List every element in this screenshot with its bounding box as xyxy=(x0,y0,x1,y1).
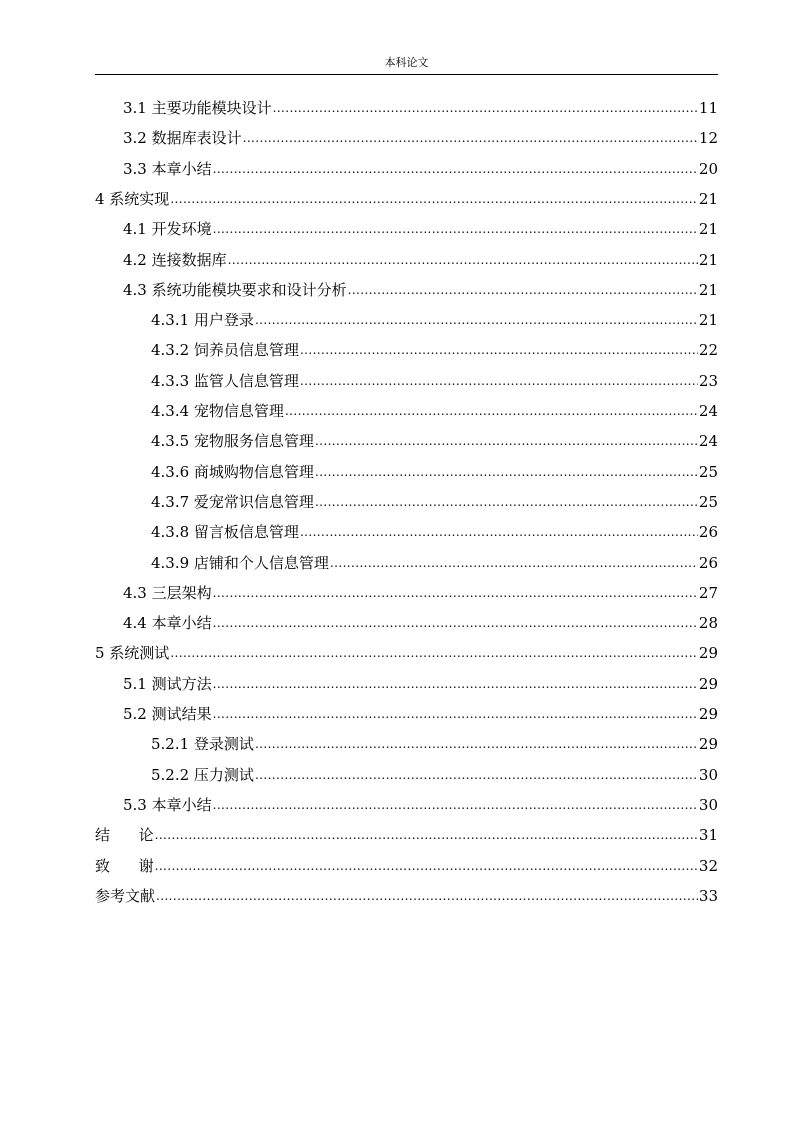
toc-entry-page-number: 32 xyxy=(698,856,718,875)
toc-dot-leader xyxy=(315,431,698,451)
toc-entry[interactable] xyxy=(151,516,718,542)
toc-entry-title: 4.3.6 商城购物信息管理 xyxy=(151,462,314,481)
toc-dot-leader xyxy=(213,219,698,239)
toc-entry-title: 3.1 主要功能模块设计 xyxy=(123,99,272,117)
toc-entry-page-number: 30 xyxy=(698,765,718,784)
toc-dot-leader xyxy=(213,613,698,633)
toc-entry-title: 4.3.2 饲养员信息管理 xyxy=(151,341,299,360)
toc-entry[interactable] xyxy=(151,304,718,330)
toc-dot-leader xyxy=(213,159,698,179)
toc-entry-page-number: 29 xyxy=(698,705,718,723)
toc-entry[interactable] xyxy=(123,668,718,694)
toc-entry-page-number: 25 xyxy=(698,492,718,511)
toc-entry-title: 4.4 本章小结 xyxy=(123,614,212,633)
toc-entry-title: 参考文献 xyxy=(95,886,156,905)
toc-entry-page-number: 27 xyxy=(698,583,718,602)
toc-dot-leader xyxy=(285,401,698,421)
toc-entry-title: 5.2 测试结果 xyxy=(123,705,212,723)
toc-entry-title: 致 谢 xyxy=(95,856,154,875)
toc-entry-title: 5 系统测试 xyxy=(95,644,170,663)
toc-entry-title: 4.3.8 留言板信息管理 xyxy=(151,523,299,542)
toc-entry[interactable] xyxy=(95,880,718,906)
toc-dot-leader xyxy=(255,765,698,785)
toc-entry[interactable] xyxy=(123,92,718,118)
toc-entry[interactable] xyxy=(151,395,718,421)
page-header xyxy=(95,56,718,74)
toc-entry-page-number: 26 xyxy=(698,523,718,542)
toc-dot-leader xyxy=(155,825,698,845)
toc-entry-page-number: 21 xyxy=(698,280,718,299)
toc-entry-title: 5.2.1 登录测试 xyxy=(151,735,254,754)
toc-entry[interactable] xyxy=(95,183,718,209)
toc-entry-page-number: 31 xyxy=(698,826,718,845)
toc-dot-leader xyxy=(155,856,698,876)
toc-entry[interactable] xyxy=(151,334,718,360)
toc-entry-title: 4.3.3 监管人信息管理 xyxy=(151,371,299,390)
toc-entry-page-number: 24 xyxy=(698,402,718,420)
toc-entry-page-number: 12 xyxy=(698,129,718,148)
toc-entry[interactable] xyxy=(151,425,718,451)
toc-entry-page-number: 30 xyxy=(698,795,718,814)
toc-entry[interactable] xyxy=(95,637,718,663)
toc-entry-title: 4.3 系统功能模块要求和设计分析 xyxy=(123,280,347,299)
toc-dot-leader xyxy=(348,280,698,300)
toc-entry-title: 4.3 三层架构 xyxy=(123,583,212,602)
toc-dot-leader xyxy=(273,98,698,118)
toc-entry-title: 4.3.1 用户登录 xyxy=(151,311,254,330)
toc-entry[interactable] xyxy=(123,213,718,239)
toc-entry-page-number: 28 xyxy=(698,614,718,633)
toc-dot-leader xyxy=(156,886,698,906)
toc-entry[interactable] xyxy=(151,759,718,785)
toc-dot-leader xyxy=(228,250,698,270)
toc-dot-leader xyxy=(300,340,698,360)
toc-dot-leader xyxy=(213,674,698,694)
toc-entry-title: 4.2 连接数据库 xyxy=(123,250,227,269)
toc-entry[interactable] xyxy=(123,577,718,603)
toc-entry-title: 5.3 本章小结 xyxy=(123,795,212,814)
toc-entry-page-number: 21 xyxy=(698,311,718,330)
toc-dot-leader xyxy=(213,583,698,603)
toc-entry[interactable] xyxy=(151,456,718,482)
toc-dot-leader xyxy=(170,189,698,209)
toc-entry[interactable] xyxy=(123,244,718,270)
toc-entry-page-number: 22 xyxy=(698,341,718,360)
toc-entry[interactable] xyxy=(123,789,718,815)
toc-entry[interactable] xyxy=(123,153,718,179)
toc-dot-leader xyxy=(255,734,698,754)
toc-entry-page-number: 29 xyxy=(698,644,718,663)
toc-entry[interactable] xyxy=(151,365,718,391)
toc-entry[interactable] xyxy=(123,122,718,148)
toc-entry[interactable] xyxy=(151,547,718,573)
toc-dot-leader xyxy=(330,553,698,573)
toc-entry[interactable] xyxy=(95,850,718,876)
toc-entry-page-number: 24 xyxy=(698,432,718,451)
toc-entry[interactable] xyxy=(123,274,718,300)
toc-entry-page-number: 21 xyxy=(698,250,718,269)
toc-entry-page-number: 21 xyxy=(698,220,718,239)
toc-dot-leader xyxy=(315,492,698,512)
toc-entry-page-number: 29 xyxy=(698,735,718,754)
toc-entry[interactable] xyxy=(123,698,718,724)
toc-entry-page-number: 23 xyxy=(698,371,718,390)
header-rule xyxy=(95,74,718,75)
toc-entry[interactable] xyxy=(151,486,718,512)
toc-entry-title: 4.3.7 爱宠常识信息管理 xyxy=(151,492,314,511)
toc-entry-title: 4.1 开发环境 xyxy=(123,220,212,239)
toc-entry-title: 结 论 xyxy=(95,826,154,845)
toc-dot-leader xyxy=(255,310,698,330)
toc-dot-leader xyxy=(213,795,698,815)
toc-entry-page-number: 26 xyxy=(698,553,718,572)
toc-entry-title: 4.3.5 宠物服务信息管理 xyxy=(151,432,314,451)
toc-entry[interactable] xyxy=(95,819,718,845)
toc-entry-page-number: 20 xyxy=(698,159,718,178)
toc-entry-title: 3.3 本章小结 xyxy=(123,159,212,178)
toc-entry-title: 3.2 数据库表设计 xyxy=(123,129,242,148)
toc-entry-title: 4.3.4 宠物信息管理 xyxy=(151,402,284,420)
toc-dot-leader xyxy=(300,522,698,542)
toc-dot-leader xyxy=(213,704,698,724)
toc-entry-page-number: 29 xyxy=(698,674,718,693)
toc-entry-title: 4 系统实现 xyxy=(95,189,170,208)
header-title: 本科论文 xyxy=(384,56,429,69)
toc-entry[interactable] xyxy=(151,728,718,754)
toc-entry-title: 4.3.9 店铺和个人信息管理 xyxy=(151,553,329,572)
toc-entry-page-number: 11 xyxy=(698,99,718,117)
toc-entry-title: 5.1 测试方法 xyxy=(123,674,212,693)
toc-entry-title: 5.2.2 压力测试 xyxy=(151,765,254,784)
toc-entry-page-number: 33 xyxy=(698,886,718,905)
toc-dot-leader xyxy=(243,128,698,148)
toc-entry-page-number: 25 xyxy=(698,462,718,481)
toc-dot-leader xyxy=(315,462,698,482)
toc-dot-leader xyxy=(170,643,698,663)
toc-entry[interactable] xyxy=(123,607,718,633)
toc-entry-page-number: 21 xyxy=(698,189,718,208)
toc-dot-leader xyxy=(300,371,698,391)
